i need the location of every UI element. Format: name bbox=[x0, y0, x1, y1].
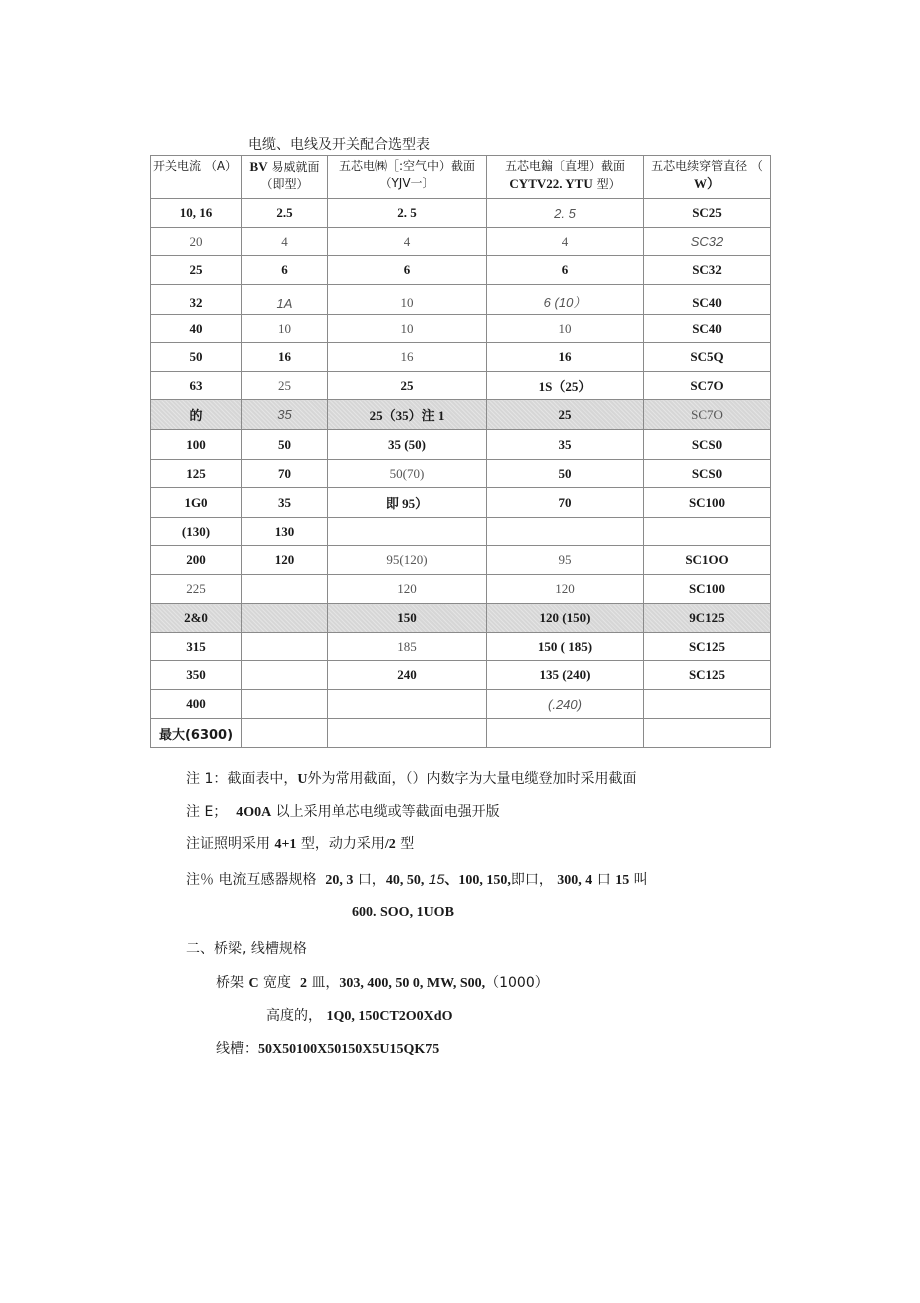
table-cell: SC5Q bbox=[644, 343, 771, 372]
table-cell: SC40 bbox=[644, 285, 771, 315]
note-text: 40, 50, bbox=[385, 873, 425, 888]
header-text: 五芯电䥇〔直埋）截面 bbox=[504, 159, 625, 173]
table-row bbox=[151, 460, 771, 488]
note-text: 2 bbox=[299, 976, 307, 991]
note-text: 15 bbox=[428, 871, 445, 887]
table-cell: 25（35）注 1 bbox=[328, 400, 487, 430]
table-cell bbox=[242, 690, 328, 719]
table-cell: SC25 bbox=[644, 199, 771, 228]
note-text: 外为常用截面，（）内数字为大量电缆登加时采用截面 bbox=[307, 771, 637, 787]
table-cell: 100 bbox=[151, 430, 242, 460]
note-text: 桥架 bbox=[216, 975, 244, 991]
table-cell: 120 bbox=[242, 546, 328, 575]
table-cell: 150 ( 185) bbox=[487, 633, 644, 661]
note-text: 303, 400, 50 0, MW, S00, bbox=[339, 976, 486, 991]
table-cell: 25 bbox=[151, 256, 242, 285]
table-cell: 50 bbox=[487, 460, 644, 488]
table-cell: 35 bbox=[242, 488, 328, 518]
table-row bbox=[151, 372, 771, 400]
table-cell: 2. 5 bbox=[487, 199, 644, 228]
table-row bbox=[151, 488, 771, 518]
note-text: 300, 4 bbox=[557, 873, 593, 888]
note-4 bbox=[186, 869, 648, 889]
table-cell: 1A bbox=[242, 285, 328, 315]
note-text: 4+1 bbox=[274, 837, 297, 852]
table-cell: 50(70) bbox=[328, 460, 487, 488]
table-cell: 4 bbox=[328, 228, 487, 256]
table-cell: 50 bbox=[151, 343, 242, 372]
header-text: 五芯电续穿管直径 （ bbox=[651, 159, 763, 173]
table-header-row bbox=[151, 156, 771, 199]
table-cell: 10 bbox=[242, 315, 328, 343]
table-cell: 6 (10） bbox=[487, 285, 644, 315]
header-text: BV bbox=[249, 159, 268, 174]
table-cell: 6 bbox=[487, 256, 644, 285]
table-row bbox=[151, 430, 771, 460]
table-row bbox=[151, 661, 771, 690]
table-cell: 的 bbox=[151, 400, 242, 430]
table-cell: 350 bbox=[151, 661, 242, 690]
note-text: （1000） bbox=[485, 975, 549, 991]
note-text: /2 bbox=[384, 837, 396, 852]
table-cell: 10 bbox=[328, 315, 487, 343]
table-cell: SC1OO bbox=[644, 546, 771, 575]
table-cell: 10 bbox=[487, 315, 644, 343]
header-text: 开关电流 （A） bbox=[153, 159, 238, 173]
table-cell: 35 bbox=[242, 400, 328, 430]
table-cell: SC100 bbox=[644, 488, 771, 518]
note-text: 注％ 电流互感器规格 bbox=[186, 872, 317, 888]
section-2-heading: 二、桥梁, 线槽规格 bbox=[186, 941, 307, 957]
header-text: 五芯电㈱［:空气中）截面 bbox=[338, 159, 476, 173]
table-cell: (.240) bbox=[487, 690, 644, 719]
table-row-highlighted bbox=[151, 604, 771, 633]
table-row bbox=[151, 343, 771, 372]
table-cell: SCS0 bbox=[644, 430, 771, 460]
note-text: 15 bbox=[615, 873, 630, 888]
table-cell bbox=[487, 518, 644, 546]
table-cell bbox=[242, 604, 328, 633]
table-row bbox=[151, 228, 771, 256]
table-cell bbox=[242, 633, 328, 661]
table-cell: 9C125 bbox=[644, 604, 771, 633]
note-text: 宽度 bbox=[263, 975, 292, 991]
bridge-width-line bbox=[216, 972, 549, 992]
table-cell: 35 (50) bbox=[328, 430, 487, 460]
table-cell: SC32 bbox=[644, 228, 771, 256]
note-text: U bbox=[297, 772, 308, 787]
table-row bbox=[151, 256, 771, 285]
table-cell bbox=[242, 661, 328, 690]
table-cell: SCS0 bbox=[644, 460, 771, 488]
note-text: 1Q0, 150CT2O0XdO bbox=[326, 1009, 453, 1024]
note-4-continued bbox=[352, 904, 454, 921]
table-cell: 16 bbox=[487, 343, 644, 372]
note-1 bbox=[186, 768, 636, 788]
table-cell: 2.5 bbox=[242, 199, 328, 228]
table-cell bbox=[328, 719, 487, 748]
note-text: 注 1：截面表中， bbox=[186, 771, 298, 787]
header-bv-wire bbox=[242, 156, 328, 199]
table-cell: SC40 bbox=[644, 315, 771, 343]
table-cell: 400 bbox=[151, 690, 242, 719]
note-text: 600. SOO, 1UOB bbox=[352, 905, 454, 920]
note-text: 皿， bbox=[311, 975, 340, 991]
table-cell: SC7O bbox=[644, 400, 771, 430]
header-switch-current bbox=[151, 156, 242, 199]
table-cell: 125 bbox=[151, 460, 242, 488]
note-text: 、100, 150, bbox=[444, 873, 511, 888]
note-text: 以上采用单芯电缆或等截面电强开版 bbox=[275, 804, 500, 820]
table-cell: 即 95） bbox=[328, 488, 487, 518]
bridge-height-line bbox=[266, 1005, 452, 1025]
table-row bbox=[151, 633, 771, 661]
table-cell bbox=[644, 690, 771, 719]
table-cell: 130 bbox=[242, 518, 328, 546]
note-text: 注 E； bbox=[186, 804, 228, 820]
table-cell: 35 bbox=[487, 430, 644, 460]
table-row-highlighted bbox=[151, 400, 771, 430]
table-cell: 70 bbox=[487, 488, 644, 518]
table-cell: 135 (240) bbox=[487, 661, 644, 690]
table-cell: 6 bbox=[328, 256, 487, 285]
table-row bbox=[151, 719, 771, 748]
table-cell: 4 bbox=[242, 228, 328, 256]
table-cell: 2. 5 bbox=[328, 199, 487, 228]
header-text: W） bbox=[693, 176, 720, 191]
table-row bbox=[151, 199, 771, 228]
table-cell: 1G0 bbox=[151, 488, 242, 518]
table-cell: 315 bbox=[151, 633, 242, 661]
table-cell: 25 bbox=[328, 372, 487, 400]
table-row bbox=[151, 546, 771, 575]
table-cell: 1S（25） bbox=[487, 372, 644, 400]
note-text: 叫 bbox=[633, 872, 648, 888]
table-row bbox=[151, 690, 771, 719]
table-cell: 200 bbox=[151, 546, 242, 575]
table-cell: 20 bbox=[151, 228, 242, 256]
table-cell: SC100 bbox=[644, 575, 771, 604]
note-text: 即口， bbox=[510, 872, 553, 888]
note-text: 4O0A bbox=[236, 805, 272, 820]
table-cell: 40 bbox=[151, 315, 242, 343]
table-cell: SC7O bbox=[644, 372, 771, 400]
table-cell: SC125 bbox=[644, 661, 771, 690]
table-cell: 120 bbox=[328, 575, 487, 604]
table-cell: 70 bbox=[242, 460, 328, 488]
note-text: 注证照明采用 bbox=[186, 836, 270, 852]
note-text: 口 bbox=[596, 872, 611, 888]
table-cell bbox=[242, 719, 328, 748]
table-cell: 185 bbox=[328, 633, 487, 661]
header-text: （YJV一〕 bbox=[379, 176, 435, 190]
header-conduit-diameter bbox=[644, 156, 771, 199]
table-cell: 4 bbox=[487, 228, 644, 256]
table-row bbox=[151, 315, 771, 343]
table-cell: 25 bbox=[242, 372, 328, 400]
cable-selection-table bbox=[150, 155, 771, 748]
table-cell: 240 bbox=[328, 661, 487, 690]
table-cell: 150 bbox=[328, 604, 487, 633]
table-cell: SC125 bbox=[644, 633, 771, 661]
table-cell bbox=[644, 719, 771, 748]
trough-line bbox=[216, 1038, 439, 1058]
table-row bbox=[151, 285, 771, 315]
header-text: CYTV22. YTU bbox=[509, 176, 593, 191]
table-cell: 10, 16 bbox=[151, 199, 242, 228]
table-cell: 63 bbox=[151, 372, 242, 400]
header-text: 易威就面 bbox=[271, 160, 320, 174]
note-2 bbox=[186, 801, 500, 821]
table-cell: 最大(6300) bbox=[151, 719, 242, 748]
note-text: C bbox=[248, 976, 259, 991]
table-cell: 25 bbox=[487, 400, 644, 430]
table-cell: 95(120) bbox=[328, 546, 487, 575]
table-cell bbox=[328, 690, 487, 719]
table-cell: SC32 bbox=[644, 256, 771, 285]
note-text: 高度的， bbox=[266, 1008, 322, 1024]
table-cell: 32 bbox=[151, 285, 242, 315]
table-cell bbox=[242, 575, 328, 604]
table-cell bbox=[328, 518, 487, 546]
note-text: 50X50100X50150X5U15QK75 bbox=[258, 1042, 440, 1057]
note-3 bbox=[186, 833, 414, 853]
note-text: 型 bbox=[400, 836, 415, 852]
table-cell: 16 bbox=[242, 343, 328, 372]
table-cell: 120 (150) bbox=[487, 604, 644, 633]
note-text: 口， bbox=[357, 872, 386, 888]
note-text: 型，动力采用 bbox=[300, 836, 385, 852]
table-cell: 10 bbox=[328, 285, 487, 315]
table-cell: 50 bbox=[242, 430, 328, 460]
table-cell bbox=[644, 518, 771, 546]
header-text: （即型） bbox=[260, 177, 309, 191]
table-row bbox=[151, 575, 771, 604]
table-cell: 95 bbox=[487, 546, 644, 575]
header-cable-air bbox=[328, 156, 487, 199]
note-text: 20, 3 bbox=[325, 873, 354, 888]
table-cell: 225 bbox=[151, 575, 242, 604]
table-cell: 6 bbox=[242, 256, 328, 285]
table-row bbox=[151, 518, 771, 546]
table-cell bbox=[487, 719, 644, 748]
table-title: 电缆、电线及开关配合选型表 bbox=[248, 137, 430, 153]
table-cell: 16 bbox=[328, 343, 487, 372]
table-cell: 120 bbox=[487, 575, 644, 604]
table-cell: 2&0 bbox=[151, 604, 242, 633]
table-cell: (130) bbox=[151, 518, 242, 546]
header-cable-buried bbox=[487, 156, 644, 199]
header-text: 型） bbox=[596, 177, 621, 191]
note-text: 线槽： bbox=[216, 1041, 258, 1057]
